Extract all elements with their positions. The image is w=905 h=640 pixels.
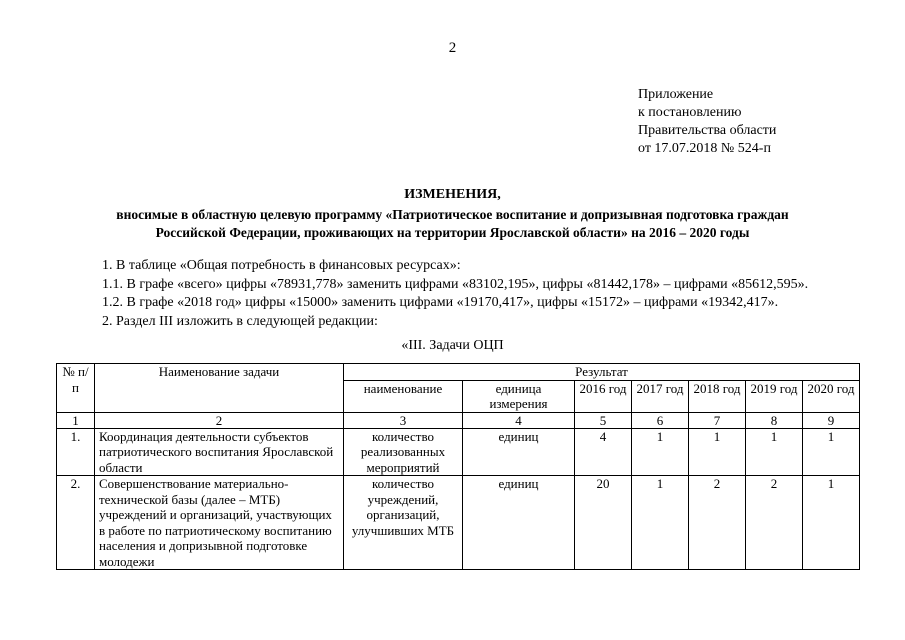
column-number: 9: [803, 412, 860, 428]
header-indicator-name: наименование: [344, 380, 463, 412]
appendix-line: Приложение: [638, 87, 714, 102]
value-2018: 2: [689, 476, 746, 570]
unit: единиц: [463, 476, 575, 570]
header-task-name: Наименование задачи: [95, 364, 344, 413]
document-subtitle: [40, 206, 865, 242]
header-year: 2020 год: [803, 380, 860, 412]
unit: единиц: [463, 428, 575, 476]
header-year: 2016 год: [575, 380, 632, 412]
header-year: 2018 год: [689, 380, 746, 412]
page-number: 2: [448, 40, 457, 56]
header-number: № п/п: [57, 364, 95, 413]
header-year: 2019 год: [746, 380, 803, 412]
appendix-block: [638, 86, 776, 158]
column-number: 5: [575, 412, 632, 428]
changes-list: [102, 257, 808, 331]
change-item: 1.1. В графе «всего» цифры «78931,778» заменить цифрами «83102,195», цифры «81442,178» – цифрами «85612,595».: [102, 276, 809, 292]
change-item: 1.2. В графе «2018 год» цифры «15000» заменить цифрами «19170,417», цифры «15172» – цифрами «19342,417».: [102, 295, 779, 310]
document-title: ИЗМЕНЕНИЯ,: [404, 187, 501, 202]
appendix-line: Правительства области: [638, 123, 777, 138]
header-result: Результат: [344, 364, 860, 381]
row-number: 1.: [57, 428, 95, 476]
value-2017: 1: [632, 476, 689, 570]
value-2019: 2: [746, 476, 803, 570]
appendix-line: от 17.07.2018 № 524-п: [638, 141, 771, 156]
tasks-table: [56, 363, 860, 570]
change-item: 2. Раздел III изложить в следующей редакции:: [102, 313, 378, 329]
table-row: [57, 476, 860, 570]
task-name: Совершенствование материально-технической базы (далее – МТБ) учреждений и организаций, участвующих в работе по патриотическому воспитанию населения и допризывной подготовке молодежи: [95, 476, 344, 570]
table-header-row: [57, 364, 860, 381]
column-number-row: [57, 412, 860, 428]
column-number: 2: [95, 412, 344, 428]
value-2020: 1: [803, 476, 860, 570]
subtitle-line: вносимые в областную целевую программу «Патриотическое воспитание и допризывная подготовка граждан: [116, 207, 789, 222]
column-number: 6: [632, 412, 689, 428]
column-number: 8: [746, 412, 803, 428]
task-name: Координация деятельности субъектов патриотического воспитания Ярославской области: [95, 428, 344, 476]
appendix-line: к постановлению: [638, 105, 742, 120]
indicator-name: количество учреждений, организаций, улучшивших МТБ: [344, 476, 463, 570]
table-row: [57, 428, 860, 476]
value-2019: 1: [746, 428, 803, 476]
value-2020: 1: [803, 428, 860, 476]
column-number: 7: [689, 412, 746, 428]
change-item: 1. В таблице «Общая потребность в финансовых ресурсах»:: [102, 258, 461, 273]
header-unit: единица измерения: [463, 380, 575, 412]
row-number: 2.: [57, 476, 95, 570]
column-number: 3: [344, 412, 463, 428]
section-heading: «III. Задачи ОЦП: [401, 338, 504, 353]
value-2018: 1: [689, 428, 746, 476]
column-number: 4: [463, 412, 575, 428]
indicator-name: количество реализованных мероприятий: [344, 428, 463, 476]
subtitle-line: Российской Федерации, проживающих на территории Ярославской области» на 2016 – 2020 годы: [155, 225, 750, 240]
value-2016: 20: [575, 476, 632, 570]
value-2017: 1: [632, 428, 689, 476]
value-2016: 4: [575, 428, 632, 476]
column-number: 1: [57, 412, 95, 428]
header-year: 2017 год: [632, 380, 689, 412]
